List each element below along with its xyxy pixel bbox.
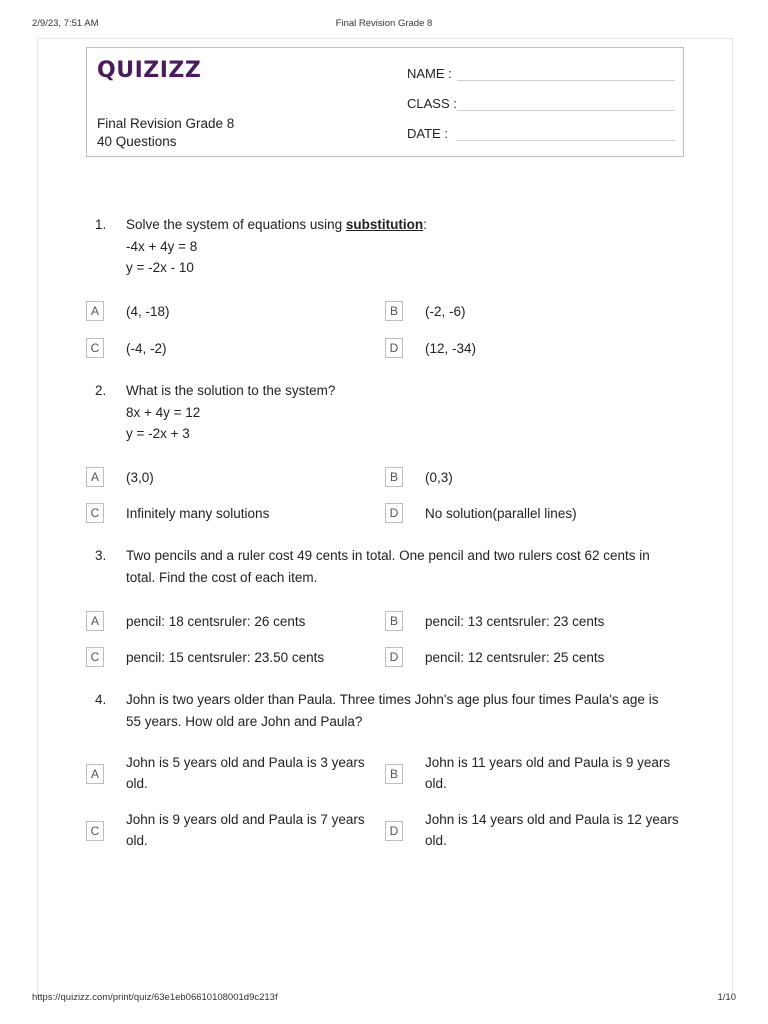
question-number: 4. [95,692,107,707]
option-letter: D [385,821,403,841]
question-2 [95,380,685,450]
equation-line: 8x + 4y = 12 [126,404,201,420]
option-letter: C [86,647,104,667]
name-field [407,64,675,84]
question-3 [95,545,685,593]
print-title: Final Revision Grade 8 [335,18,433,29]
question-number: 2. [95,383,107,398]
option-letter: A [86,611,104,631]
question-4 [95,689,685,737]
date-line [457,140,675,141]
page-url: https://quizizz.com/print/quiz/63e1eb06610108001d9c213f [32,992,278,1003]
quiz-header-box [86,47,684,157]
option-4c[interactable] [86,809,386,853]
option-4b[interactable] [385,752,685,796]
option-text: John is 5 years old and Paula is 3 years old. [126,755,365,791]
page-number: 1/10 [717,992,736,1003]
option-letter: A [86,467,104,487]
question-text [126,214,676,279]
equation-line: y = -2x - 10 [126,260,194,275]
option-text: John is 11 years old and Paula is 9 years old. [425,755,671,791]
option-text: John is 14 years old and Paula is 12 years old. [425,812,679,848]
question-line: Two pencils and a ruler cost 49 cents in total. One pencil and two rulers cost 62 cents in [126,548,650,563]
option-text: Infinitely many solutions [126,506,270,521]
option-letter: C [86,821,104,841]
option-letter: B [385,467,403,487]
option-letter: C [86,503,104,523]
option-letter: D [385,647,403,667]
option-text: pencil: 13 centsruler: 23 cents [425,614,605,629]
equation-line: y = -2x + 3 [126,426,190,441]
question-line: 55 years. How old are John and Paula? [126,713,363,729]
question-text [126,545,676,588]
option-4a[interactable] [86,752,386,796]
option-text: No solution(parallel lines) [425,506,577,521]
option-text: (0,3) [425,470,453,485]
question-1 [95,214,685,284]
quiz-title: Final Revision Grade 8 [97,116,235,131]
class-label: CLASS : [407,96,457,111]
quizizz-logo: QUIZIZZ [97,58,202,83]
class-field [407,94,675,114]
option-text: pencil: 15 centsruler: 23.50 cents [126,650,325,665]
question-line: John is two years older than Paula. Three times John's age plus four times Paula's age is [126,692,659,707]
question-text-part: Solve the system of equations using [126,217,346,232]
option-text: (3,0) [126,470,154,485]
class-line [457,110,675,111]
equation-line: -4x + 4y = 8 [126,238,198,254]
question-text-part: : [423,217,427,232]
option-letter: C [86,338,104,358]
name-label: NAME : [407,66,452,81]
option-text: John is 9 years old and Paula is 7 years old. [126,812,365,848]
question-text [126,380,676,445]
date-label: DATE : [407,126,448,141]
option-letter: B [385,764,403,784]
option-letter: B [385,611,403,631]
question-text [126,689,676,732]
question-line: What is the solution to the system? [126,383,336,398]
question-number: 1. [95,217,107,232]
name-line [457,80,675,81]
option-text: (-4, -2) [126,341,167,356]
question-line [126,214,676,236]
option-letter: B [385,301,403,321]
emphasis-word: substitution [345,217,424,232]
option-text: pencil: 18 centsruler: 26 cents [126,614,306,629]
option-letter: D [385,503,403,523]
option-text: (-2, -6) [425,304,466,319]
date-field [407,124,675,144]
question-count: 40 Questions [97,134,177,149]
option-4d[interactable] [385,809,685,853]
option-letter: D [385,338,403,358]
quiz-sheet [37,38,733,999]
option-text: (4, -18) [126,304,170,319]
option-letter: A [86,764,104,784]
question-line: total. Find the cost of each item. [126,569,318,585]
option-letter: A [86,301,104,321]
print-header [32,18,736,32]
option-text: pencil: 12 centsruler: 25 cents [425,650,605,665]
question-number: 3. [95,548,107,563]
option-text: (12, -34) [425,341,477,356]
print-date: 2/9/23, 7:51 AM [32,18,99,29]
